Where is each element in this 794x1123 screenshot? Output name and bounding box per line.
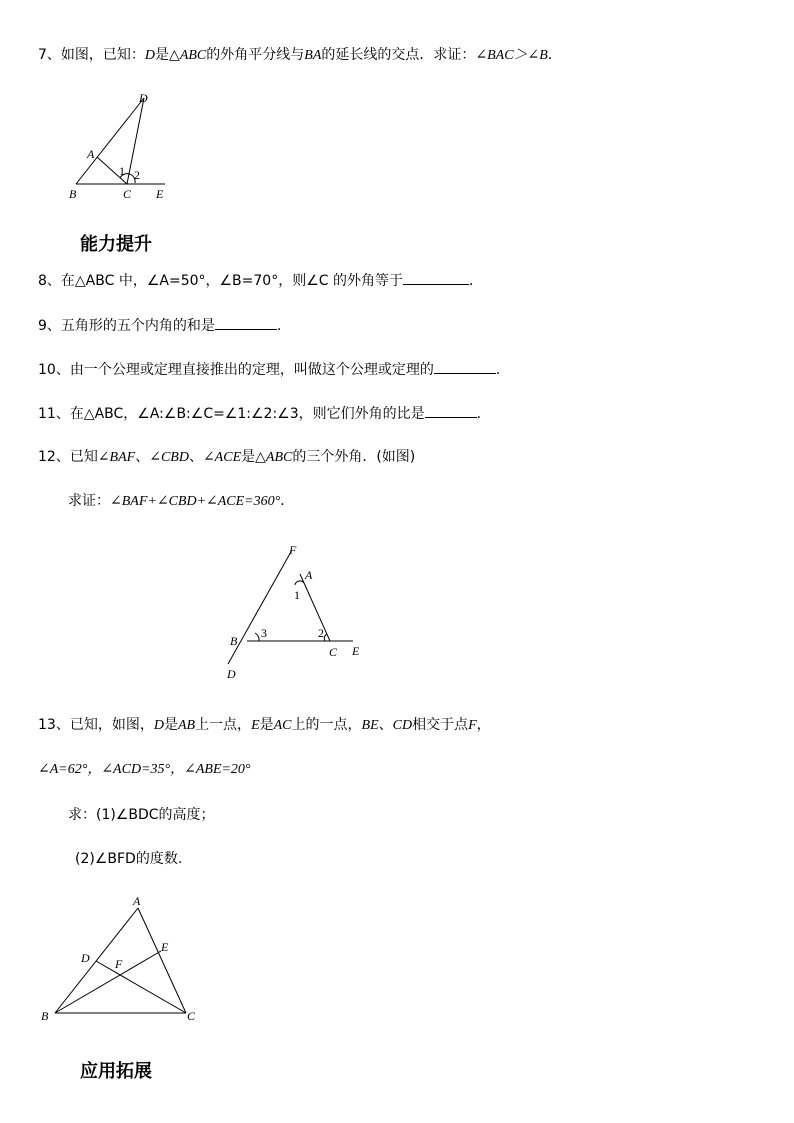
q13-segment-ac: AC: [273, 718, 292, 733]
q12-sep1: 、: [135, 449, 150, 465]
q12-label-e: E: [352, 644, 360, 658]
q7-segment-ba: BA: [304, 48, 322, 63]
q12-label-d: D: [227, 667, 236, 681]
q13-segment-ab: AB: [177, 718, 196, 733]
q9-answer-blank[interactable]: [215, 315, 277, 330]
q13-t7: ，: [476, 717, 491, 733]
q13-line-cd: [96, 961, 186, 1013]
q13-t4: 上的一点，: [291, 717, 362, 733]
q9-end: .: [276, 318, 282, 334]
q12-prefix: 12、已知: [38, 449, 98, 465]
section-heading-application: 应用拓展: [80, 1061, 152, 1082]
q11-end: .: [476, 406, 482, 422]
q10-text: [38, 359, 500, 379]
q12-arc-b: [255, 633, 259, 641]
q9-text: [38, 315, 281, 335]
q12-sep2: 、: [188, 449, 203, 465]
q12-label-2: 2: [318, 626, 324, 640]
q12-text: [38, 448, 415, 467]
q13-line-be: [55, 951, 161, 1013]
q10-prompt: 10、由一个公理或定理直接推出的定理，叫做这个公理或定理的: [38, 362, 434, 378]
q13-t5: 、: [378, 717, 393, 733]
q13-ask2: (2)∠BFD的度数.: [75, 851, 183, 867]
q8-prompt: 8、在△ABC 中，∠A=50°，∠B=70°，则∠C 的外角等于: [38, 273, 403, 289]
q9-prompt: 9、五角形的五个内角的和是: [38, 318, 215, 334]
q8-text: [38, 270, 473, 290]
section-heading-ability: 能力提升: [80, 234, 152, 255]
q7-label-b: B: [69, 187, 77, 201]
q13-text: [38, 716, 491, 735]
q12-angle-ace: ∠ACE: [202, 450, 242, 465]
q13-label-c: C: [187, 1009, 196, 1023]
q12-label-c: C: [329, 645, 338, 659]
q13-ask1: 求：(1)∠BDC的高度；: [68, 807, 215, 823]
q13-label-f: F: [115, 957, 123, 971]
q13-t2: 上一点，: [195, 717, 252, 733]
q13-segment-be: BE: [361, 718, 379, 733]
q8-answer-blank[interactable]: [403, 270, 469, 285]
q13-prefix: 13、已知，如图，: [38, 717, 154, 733]
q7-prefix: 7、如图，已知：: [38, 47, 145, 63]
q12-line-ac: [300, 574, 330, 641]
q12-proof: [68, 492, 294, 511]
q7-label-c: C: [123, 187, 132, 201]
q13-label-a: A: [133, 894, 141, 908]
q13-t1: 是: [163, 717, 178, 733]
q7-figure: [60, 86, 190, 206]
q11-answer-blank[interactable]: [425, 403, 477, 418]
q7-text2: 的外角平分线与: [206, 47, 305, 63]
q12-line-fd: [228, 550, 292, 664]
q13-label-e: E: [161, 940, 169, 954]
q12-label-1: 1: [294, 588, 300, 602]
q7-label-e: E: [156, 187, 164, 201]
q12-proof-statement: ∠BAF+∠CBD+∠ACE=360°: [110, 494, 281, 509]
q13-given: ∠A=62°，∠ACD=35°，∠ABE=20°: [38, 762, 251, 777]
q12-triangle: △ABC: [255, 450, 293, 465]
q12-arc-a: [295, 581, 304, 585]
q13-point-d: D: [153, 718, 164, 733]
q7-end: ．: [547, 47, 562, 63]
q13-t3: 是: [259, 717, 274, 733]
q12-label-3: 3: [261, 626, 267, 640]
q12-text1: 是: [241, 449, 256, 465]
q7-text3: 的延长线的交点．求证：: [321, 47, 476, 63]
q12-angle-cbd: ∠CBD: [149, 450, 189, 465]
q10-end: .: [495, 362, 501, 378]
q12-label-b: B: [230, 634, 238, 648]
q13-point-f: F: [468, 718, 477, 733]
q7-label-1: 1: [119, 164, 125, 178]
q13-segment-cd: CD: [392, 718, 413, 733]
q7-label-d: D: [139, 91, 148, 105]
q12-label-f: F: [289, 543, 297, 557]
q12-figure: [220, 538, 380, 683]
q12-text2: 的三个外角．(如图): [292, 449, 416, 465]
q7-label-2: 2: [134, 168, 140, 182]
q13-point-e: E: [251, 718, 260, 733]
q7-claim: ∠BAC＞∠B: [475, 48, 548, 63]
q7-triangle: △ABC: [169, 48, 207, 63]
q12-proof-end: ．: [280, 493, 295, 509]
q13-t6: 相交于点: [412, 717, 469, 733]
q12-proof-prefix: 求证：: [68, 493, 110, 509]
q13-label-b: B: [41, 1009, 49, 1023]
q7-point-d: D: [144, 48, 156, 63]
q12-angle-baf: ∠BAF: [97, 450, 136, 465]
q7-text: [38, 46, 562, 65]
q7-label-a: A: [87, 147, 95, 161]
q7-text1: 是: [155, 47, 170, 63]
q11-text: [38, 403, 481, 423]
q13-line-ab: [55, 908, 138, 1013]
q12-arc-c: [324, 634, 327, 641]
q11-prompt: 11、在△ABC，∠A:∠B:∠C=∠1:∠2:∠3，则它们外角的比是: [38, 406, 425, 422]
q13-figure: [38, 890, 208, 1030]
q8-end: .: [468, 273, 474, 289]
q10-answer-blank[interactable]: [434, 359, 496, 374]
q12-label-a: A: [305, 568, 313, 582]
q13-label-d: D: [81, 951, 90, 965]
